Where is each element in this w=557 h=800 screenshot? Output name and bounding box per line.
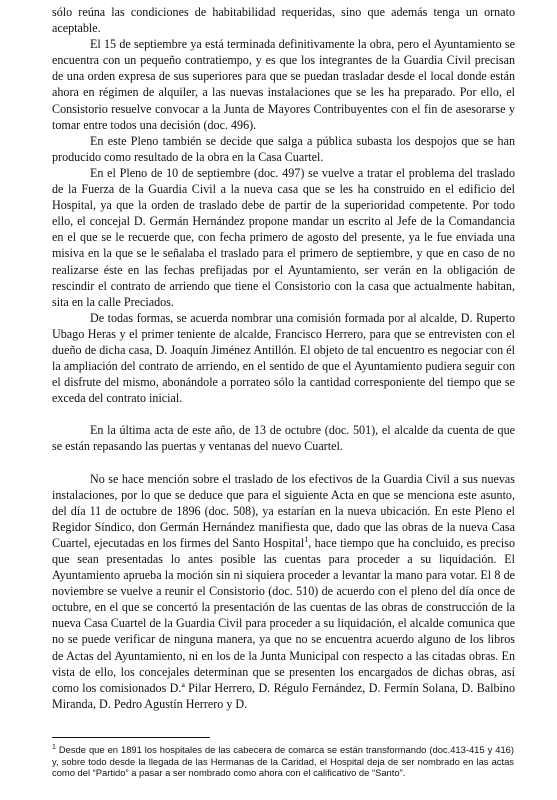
footnote-text: Desde que en 1891 los hospitales de las cabecera de comarca se están transformando (doc.413-415 y 416) y, sobre todo desde la llegada de las Hermanas de la Caridad, el Hospital deja de ser nombrado en las actas como del “Partido” a pasar a ser nombrado como ahora con el calificativo de “Santo”. — [52, 744, 514, 779]
paragraph-text-part: No se hace mención sobre el traslado de los efectivos de la Guardia Civil a sus nuevas instalaciones, por lo que se deduce que para el siguiente Acta en que se menciona este asunto, del día 11 de octubre de 1896 (doc. 508), ya estarían en la nueva ubicación. En este Pleno el Regidor Síndico, don Germán Hernández manifiesta que, dado que las obras de la nueva Casa Cuartel, ejecutadas en los firmes del Santo Hospital — [52, 471, 515, 550]
footnote-number: 1 — [52, 743, 56, 751]
paragraph-gap — [52, 406, 515, 422]
footnote-divider — [52, 737, 210, 738]
footnote — [52, 744, 514, 779]
paragraph-pleno-10-septiembre: En el Pleno de 10 de septiembre (doc. 497) se vuelve a tratar el problema del traslado de la Fuerza de la Guardia Civil a la nueva casa que se les ha construido en el edificio del Hospital, ya que la orden de traslado debe de partir de la superioridad competente. Por todo ello, el concejal D. Germán Hernández propone mandar un escrito al Jefe de la Comandancia en el que se le recuerde que, con fecha primero de agosto del presente, ya le fue enviada una misiva en la que se le señalaba el traslado para el primero de septiembre, y que en caso de no realizarse éste en las fechas prefijadas por el Ayuntamiento, ser verán en la obligación de rescindir el contrato de arriendo que tiene el Consistorio con la casa que actualmente habitan, sita en la calle Preciados. — [52, 165, 515, 309]
paragraph-gap — [52, 455, 515, 471]
page-body — [52, 4, 515, 712]
paragraph-ultima-acta: En la última acta de este año, de 13 de octubre (doc. 501), el alcalde da cuenta de que se están repasando las puertas y ventanas del nuevo Cuartel. — [52, 423, 515, 454]
paragraph-subasta-despojos: En este Pleno también se decide que salga a pública subasta los despojos que se han producido como resultado de la obra en la Casa Cuartel. — [52, 133, 515, 164]
paragraph-traslado-efectivos — [52, 471, 515, 712]
paragraph-text-part: , hace tiempo que ha concluido, es preciso que sean presentadas lo antes posible las cuentas para proceder a su liquidación. El Ayuntamiento aprueba la moción sin ni siquiera proceder a levantar la mano para votar. El 8 de noviembre se vuelve a reunir el Consistorio (doc. 510) de acuerdo con el pleno del día once de octubre, en el que se concertó la presentación de las cuentas de las obras de construcción de la nueva Casa Cuartel de la Guardia Civil para proceder a su liquidación, el alcalde comunica que no se puede verificar de ninguna manera, ya que no se encuentra acuerdo alguno de los libros de Actas del Ayuntamiento, ni en los de la Junta Municipal con respecto a las citadas obras. En vista de ello, los concejales determinan que se presenten los encargados de dichas obras, así como los comisionados D.ª Pilar Herrero, D. Régulo Fernández, D. Fermín Solana, D. Balbino Miranda, D. Pedro Agustín Herrero y D. — [52, 535, 516, 711]
footnote-reference: 1 — [304, 534, 309, 544]
paragraph-obra-terminada: El 15 de septiembre ya está terminada definitivamente la obra, pero el Ayuntamiento se encuentra con un pequeño contratiempo, y es que los integrantes de la Guardia Civil precisan de una orden expresa de sus superiores para que se puedan trasladar desde el local donde están ahora en régimen de alquiler, a las nuevas instalaciones que se les ha preparado. Por ello, el Consistorio resuelve convocar a la Junta de Mayores Contribuyentes con el fin de asesorarse y tomar entre todos una decisión (doc. 496). — [52, 37, 515, 132]
paragraph-continuation: sólo reúna las condiciones de habitabilidad requeridas, sino que además tenga un ornato aceptable. — [52, 5, 515, 36]
paragraph-comision: De todas formas, se acuerda nombrar una comisión formada por al alcalde, D. Ruperto Ubago Heras y el primer teniente de alcalde, Francisco Herrero, para que se entrevisten con el dueño de dicha casa, D. Joaquín Jiménez Antillón. El objeto de tal encuentro es negociar con él la ampliación del contrato de arriendo, en el sentido de que el Ayuntamiento pudiera seguir con el disfrute del mismo, abonándole a porrateo sólo la cantidad corresponiente del tiempo que se exceda del contrato inicial. — [52, 310, 515, 406]
